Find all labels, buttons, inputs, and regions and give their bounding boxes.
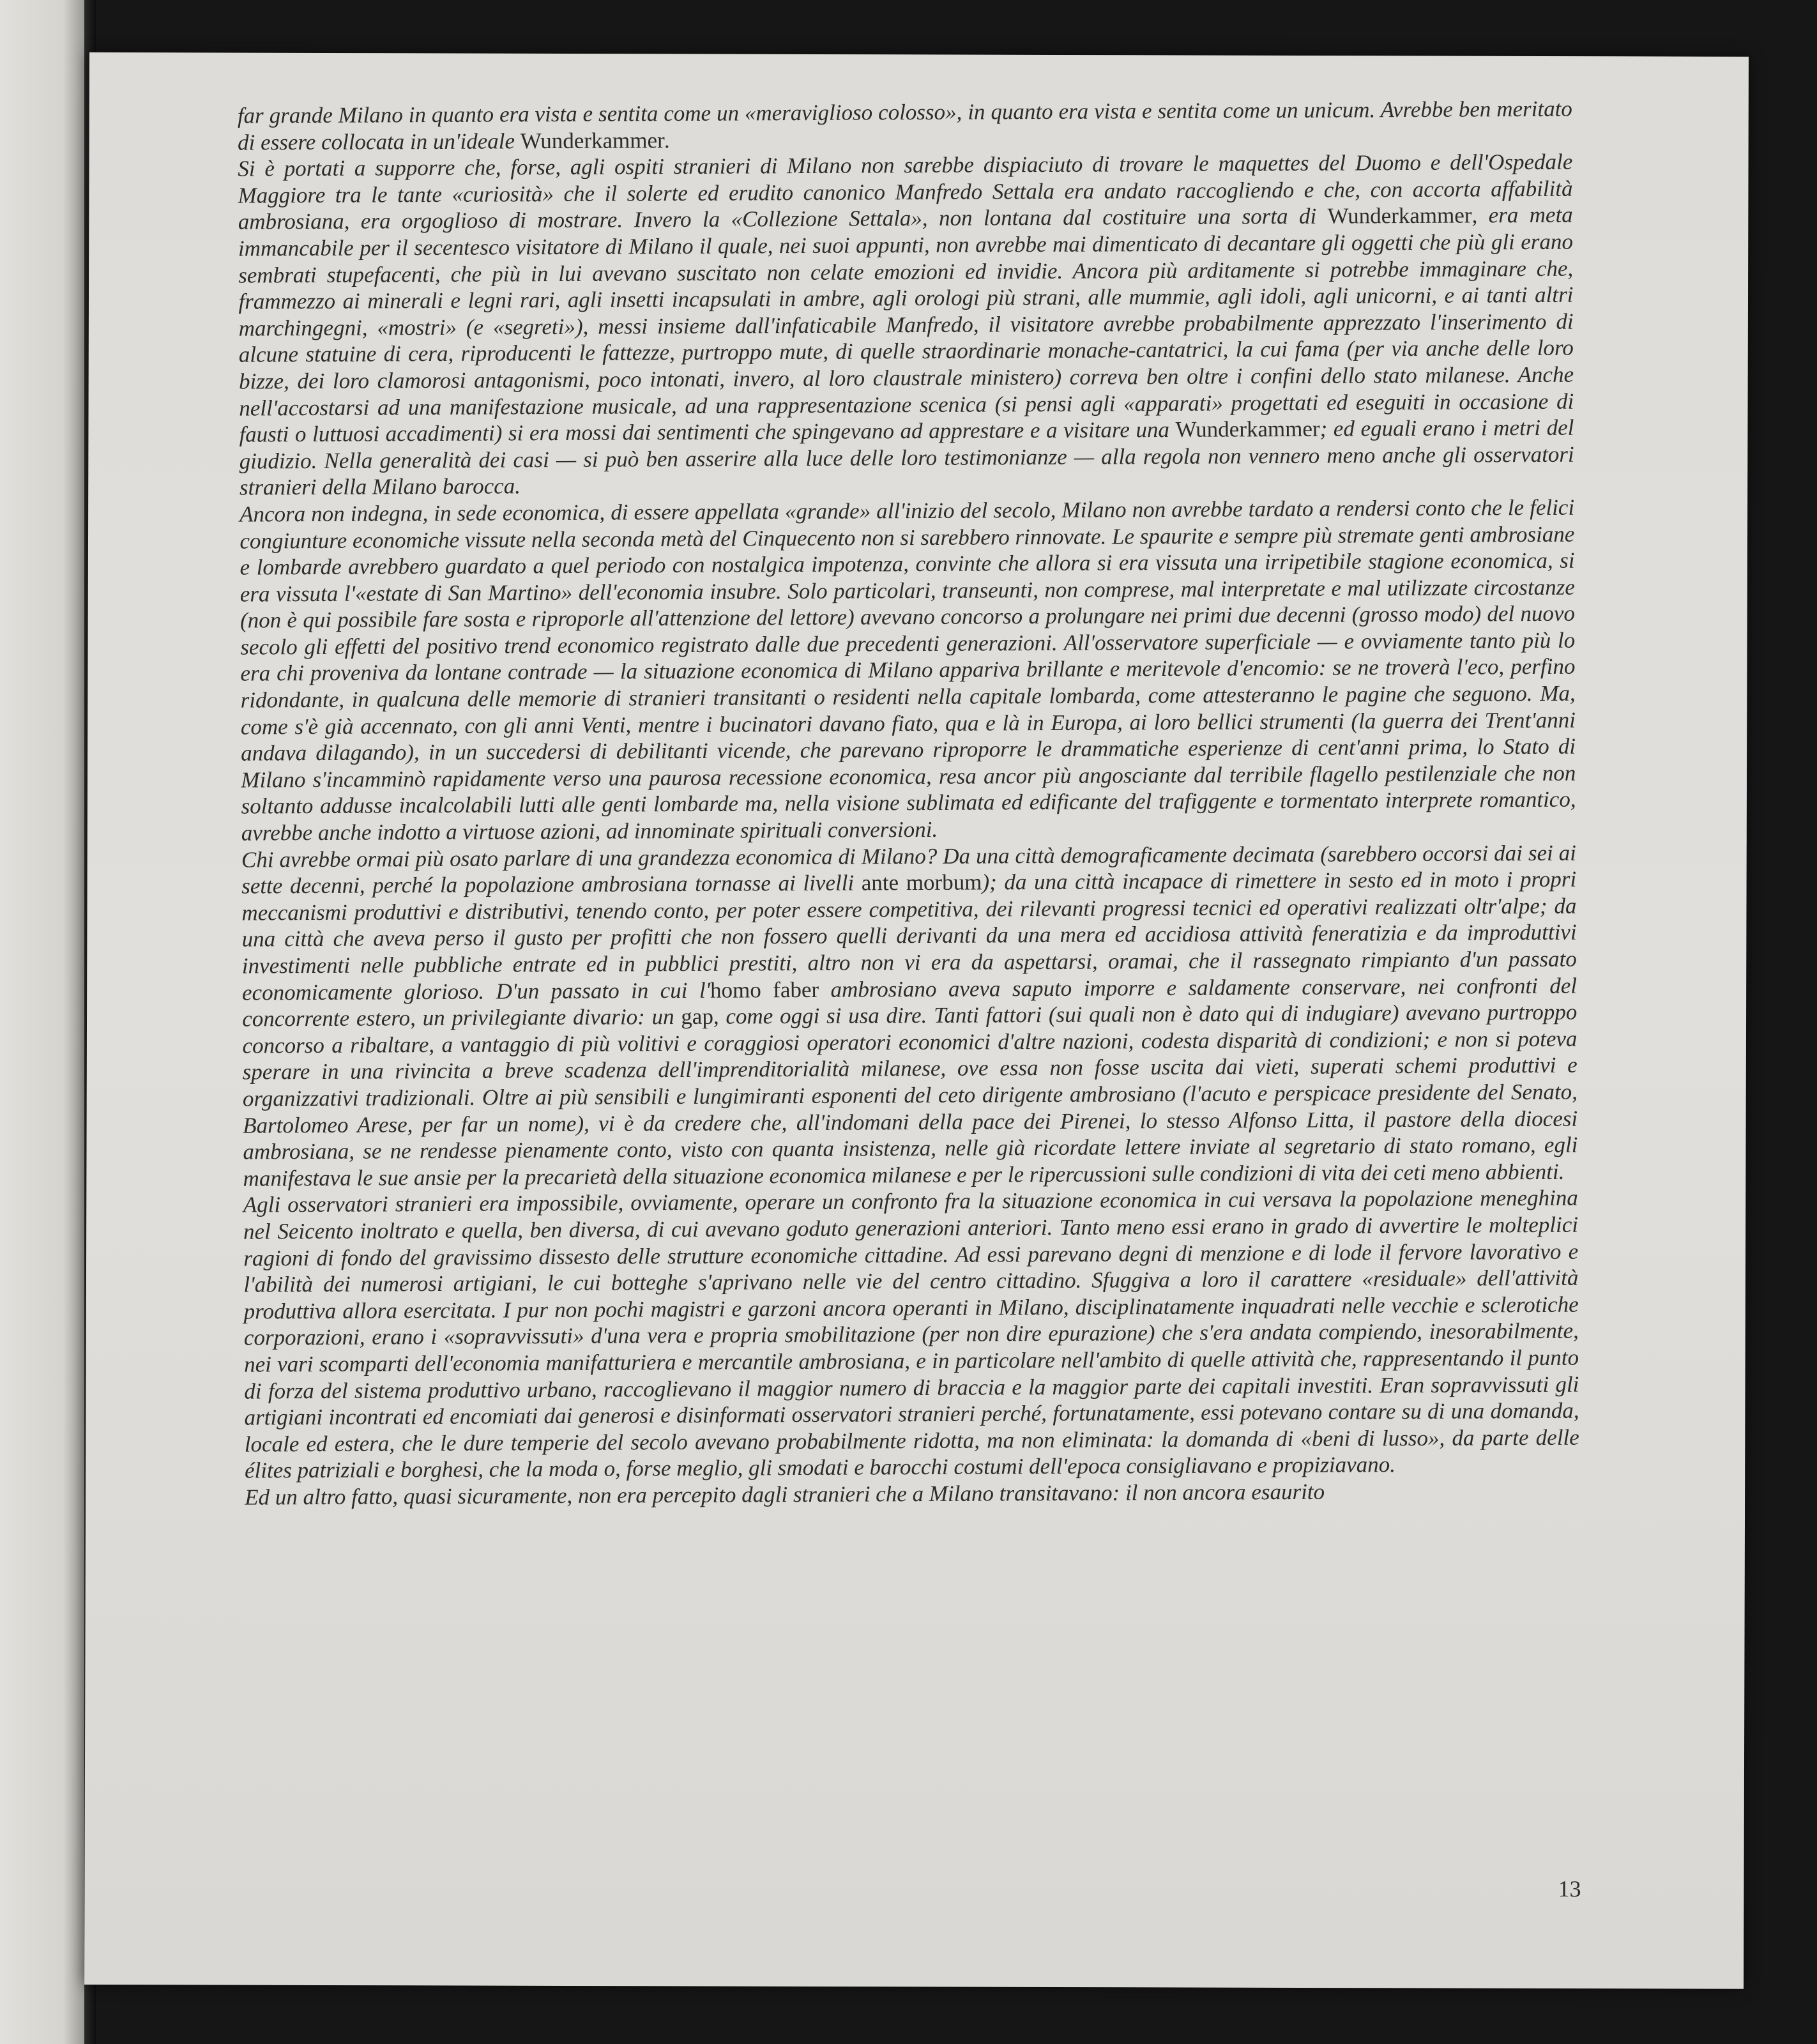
upright-term: ante morbum	[861, 869, 982, 896]
paragraph	[238, 96, 1572, 156]
paragraph	[238, 149, 1574, 501]
text-run: ; ed eguali erano i metri del giudizio. Nella generalità dei casi — si può ben asserire alla luce delle loro testimonianze — alla regola non vennero meno anche gli osservatori stranieri della Milano barocca.	[239, 415, 1574, 500]
text-run: far grande Milano in quanto era vista e sentita come un «meraviglioso colosso», in quanto era vista e sentita come un	[237, 97, 1304, 128]
text-run: unicum	[1304, 97, 1370, 123]
facing-page-edge	[0, 0, 89, 2044]
upright-term: Wunderkammer	[1327, 202, 1472, 229]
text-run: Si è portati a supporre che, forse, agli ospiti stranieri di Milano non sarebbe dispiaciuto di trovare le maquettes del Duomo e dell'Ospedale Maggiore tra le tante «curiosità» che il solerte ed erudito canonico Manfredo Settala era andato raccogliendo e che, con accorta affabilità ambrosiana, era orgoglioso di mostrare. Invero la «Collezione Settala», non lontana dal costituire una sorta di	[238, 149, 1573, 234]
text-run: ambrosiano aveva saputo imporre e saldamente conservare, nei confronti del concorrente estero, un privilegiante divario: un	[242, 973, 1578, 1032]
body-text	[238, 96, 1580, 1511]
text-run: , era meta immancabile per il secentesco visitatore di Milano il quale, nei suoi appunti, non avrebbe mai dimenticato di decantare gli oggetti che più gli erano sembrati stupefacenti, che più in lui avevano suscitato non celate emozioni ed invidie. Ancora più arditamente si potrebbe immaginare che, frammezzo ai minerali e legni rari, agli insetti incapsulati in ambre, agli orologi più strani, alle mummie, agli idoli, agli unicorni, e ai tanti altri marchingegni, «mostri» (e «segreti»), messi insieme dall'infaticabile Manfredo, il visitatore avrebbe probabilmente apprezzato l'inserimento di alcune statuine di cera, riproducenti le fattezze, purtroppo mute, di quelle straordinarie monache-cantatrici, la cui fama (per via anche delle loro bizze, dei loro clamorosi antagonismi, poco intonati, invero, al loro claustrale ministero) correva ben oltre i confini dello stato milanese. Anche nell'accostarsi ad una manifestazione musicale, ad una rappresentazione scenica (si pensi agli «apparati» progettati ed eseguiti in occasione di fausti o luttuosi accadimenti) si era mossi dai sentimenti che spingevano ad apprestare e a visitare una	[238, 202, 1574, 447]
text-run: Ancora non indegna, in sede economica, di essere appellata «grande» all'inizio del secolo, Milano non avrebbe tardato a rendersi conto che le felici congiunture economiche vissute nella seconda metà del Cinquecento non si sarebbero rinnovate. Le spaurite e sempre più stremate genti ambrosiane e lombarde avrebbero guardato a quel periodo con nostalgica impotenza, convinte che allora si era vissuta una irripetibile stagione economica, si era vissuta l'«estate di San Martino» dell'economia insubre. Solo particolari, transeunti, non comprese, mal interpretate e mal utilizzate circostanze (non è qui possibile fare sosta e riproporle all'attenzione del lettore) avevano concorso a prolungare nei primi due decenni (grosso modo) del nuovo secolo gli effetti del positivo trend economico registrato dalle due precedenti generazioni. All'osservatore superficiale — e ovviamente tanto più lo era chi proveniva da lontane contrade — la situazione economica di Milano appariva brillante e meritevole d'encomio: se ne troverà l'eco, perfino ridondante, in qualcuna delle memorie di stranieri transitanti o residenti nella capitale lombarda, come attesteranno le pagine che seguono. Ma, come s'è già accennato, con gli anni Venti, mentre i bucinatori davano fiato, qua e là in Europa, ai loro bellici strumenti (la guerra dei Trent'anni andava dilagando), in un succedersi di debilitanti vicende, che parevano riproporre le drammatiche esperienze di cent'anni prima, lo Stato di Milano s'incamminò rapidamente verso una paurosa recessione economica, resa ancor più angosciante dal terribile flagello pestilenziale che non soltanto addusse incalcolabili lutti alle genti lombarde ma, nella visione sublimata ed edificante del trafiggente e tormentato interprete romantico, avrebbe anche indotto a virtuose azioni, ad innominate spirituali conversioni.	[239, 494, 1576, 846]
text-run: .	[664, 127, 671, 153]
page-number: 13	[1558, 1876, 1581, 1902]
facing-page-text-lower	[4, 1288, 86, 1293]
text-run: ); da una città incapace di rimettere in sesto ed in moto i propri meccanismi produttivi e distributivi, tenendo conto, per poter essere competitiva, dei rilevanti progressi tecnici ed operativi realizzati oltr'alpe; da una città che aveva perso il gusto per profitti che non fossero quelli derivanti da una mera ed accidiosa attività feneratizia e da improduttivi investimenti nelle pubbliche entrate ed in pubblici prestiti, altro non vi era da aspettarsi, oramai, che il rassegnato rimpianto d'un passato economicamente glorioso. D'un passato in cui l'	[241, 866, 1577, 1005]
paragraph	[243, 1185, 1579, 1484]
text-run: . Avrebbe ben meritato di essere collocata in un'ideale	[238, 96, 1572, 155]
facing-page-text-middle	[4, 650, 86, 654]
text-run: Chi avrebbe ormai più osato parlare di una grandezza economica di Milano? Da una città demograficamente decimata (sarebbero occorsi dai sei ai sette decenni, perché la popolazione ambrosiana tornasse ai livelli	[241, 840, 1577, 899]
text-run: Ed un altro fatto, quasi sicuramente, non era percepito dagli stranieri che a Milano transitavano: il non ancora esaurito	[245, 1479, 1325, 1510]
text-run: , come oggi si usa dire. Tanti fattori (sui quali non è dato qui di indugiare) avevano purtroppo concorso a ribaltare, a vantaggio di più volitivi e coraggiosi operatori economici d'altre nazioni, codesta disparità di condizioni; e non si poteva sperare in una rivincita a breve scadenza dell'imprenditorialità milanese, ove essa non fosse uscita dai vieti, superati schemi produttivi e organizzativi tradizionali. Oltre ai più sensibili e lungimiranti esponenti del ceto dirigente ambrosiano (l'acuto e perspicace presidente del Senato, Bartolomeo Arese, per far un nome), vi è da credere che, all'indomani della pace dei Pirenei, lo stesso Alfonso Litta, il pastore della diocesi ambrosiana, se ne rendesse pienamente conto, visto con quanta insistenza, nelle già ricordate lettere inviate al segretario di stato romano, egli manifestava le sue ansie per la precarietà della situazione economica milanese e per le ripercussioni sulle condizioni di vita dei ceti meno abbienti.	[242, 999, 1578, 1191]
paragraph	[241, 839, 1578, 1192]
facing-page-text-upper	[4, 11, 86, 15]
upright-term: homo faber	[710, 977, 819, 1003]
text-run: Agli osservatori stranieri era impossibile, ovviamente, operare un confronto fra la situazione economica in cui versava la popolazione meneghina nel Seicento inoltrato e quella, ben diversa, di cui avevano goduto generazioni anteriori. Tanto meno essi erano in grado di avvertire le molteplici ragioni di fondo del gravissimo dissesto delle strutture economiche cittadine. Ad essi parevano degni di menzione e di lode il fervore lavorativo e l'abilità dei numerosi artigiani, le cui botteghe s'aprivano nelle vie del centro cittadino. Sfuggiva a loro il carattere «residuale» dell'attività produttiva allora esercitata. I pur non pochi magistri e garzoni ancora operanti in Milano, disciplinatamente inquadrati nelle vecchie e sclerotiche corporazioni, erano i «sopravvissuti» d'una vera e propria smobilitazione (per non dire epurazione) che s'era andata compiendo, inesorabilmente, nei vari scomparti dell'economia manifatturiera e mercantile ambrosiana, e in particolare nell'ambito di quelle attività che, rappresentando il punto di forza del sistema produttivo urbano, raccoglievano il maggior numero di braccia e la maggior parte dei capitali investiti. Eran sopravvissuti gli artigiani incontrati ed encomiati dai generosi e disinformati osservatori stranieri perché, fortunatamente, essi potevano contare su di una domanda, locale ed estera, che le dure temperie del secolo avevano probabilmente ridotta, ma non eliminata: la domanda di «beni di lusso», da parte delle élites patriziali e borghesi, che la moda o, forse meglio, gli smodati e barocchi costumi dell'epoca consigliavano e propiziavano.	[243, 1185, 1579, 1483]
upright-term: Wunderkammer	[1175, 416, 1320, 443]
paragraph	[239, 494, 1576, 847]
upright-term: Wunderkammer	[520, 127, 665, 153]
book-page	[84, 52, 1749, 1989]
upright-term: gap	[681, 1003, 713, 1030]
